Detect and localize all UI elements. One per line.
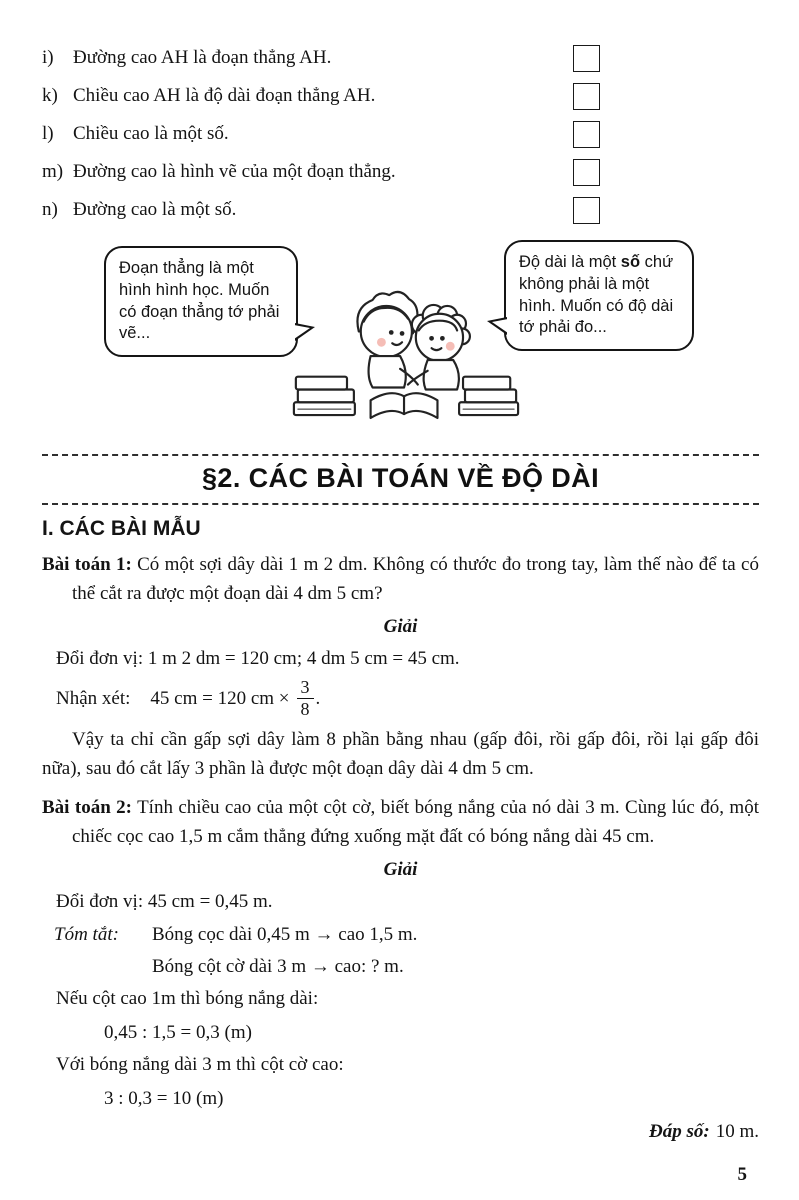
problem-1-solution-heading: Giải	[383, 615, 418, 637]
problem-2-text: Tính chiều cao của một cột cờ, biết bóng nắng của nó dài 3 m. Cùng lúc đó, một chiếc cọc cao 1,5 m cắm thẳng đứng xuống mặt đất có bóng nắng dài 45 cm.	[72, 796, 759, 848]
problem-2-statement	[42, 793, 759, 852]
fraction-denominator: 8	[300, 699, 310, 720]
statement-text: Chiều cao AH là độ dài đoạn thẳng AH.	[73, 85, 376, 106]
statement-text: Đường cao AH là đoạn thẳng AH.	[73, 47, 332, 68]
statement-row	[42, 82, 759, 112]
girl-figure	[408, 305, 470, 390]
dialogue-scene	[42, 240, 759, 448]
statement-text: Chiều cao là một số.	[73, 123, 229, 144]
book-stack-left	[294, 377, 355, 415]
problem-2-summary-line-2: Bóng cột cờ dài 3 m → cao: ? m.	[152, 955, 404, 977]
problem-2-answer	[42, 1117, 759, 1146]
problem-1-remark	[42, 678, 759, 720]
statement-label: i)	[42, 47, 54, 68]
answer-checkbox[interactable]	[573, 121, 600, 148]
problem-2-step-2: Với bóng nắng dài 3 m thì cột cờ cao:	[56, 1054, 344, 1076]
statement-label: n)	[42, 199, 58, 220]
statement-row	[42, 120, 759, 150]
statement-row	[42, 158, 759, 188]
problem-2-unit-conversion: Đổi đơn vị: 45 cm = 0,45 m.	[56, 891, 273, 913]
page-number: 5	[737, 1164, 747, 1185]
statement-label: l)	[42, 123, 54, 144]
remark-period: .	[315, 687, 321, 709]
problem-1-statement	[42, 550, 759, 609]
speech-bubble-left	[104, 246, 298, 357]
summary-label: Tóm tắt:	[54, 923, 119, 945]
remark-expression: 45 cm = 120 cm ×	[150, 687, 290, 709]
statement-row	[42, 196, 759, 226]
statement-text: Đường cao là hình vẽ của một đoạn thẳng.	[73, 161, 396, 182]
problem-1-text: Có một sợi dây dài 1 m 2 dm. Không có thước đo trong tay, làm thế nào để ta có thể cắt ra được một đoạn dài 4 dm 5 cm?	[72, 554, 759, 605]
problem-2-summary-line-1	[42, 920, 759, 949]
problem-1-conclusion: Vậy ta chỉ cần gấp sợi dây làm 8 phần bằng nhau (gấp đôi, rồi gấp đôi, rồi lại gấp đôi nữa), sau đó cắt lấy 3 phần là được một đoạn dây dài 4 dm 5 cm.	[42, 728, 759, 780]
speech-bubble-right-text: Độ dài là một số chứ không phải là một hình. Muốn có độ dài tớ phải đo...	[519, 253, 674, 337]
children-reading-illustration	[288, 280, 524, 438]
section-heading: §2. CÁC BÀI TOÁN VỀ ĐỘ DÀI	[42, 454, 759, 505]
answer-value: 10 m.	[715, 1121, 759, 1143]
problem-2-label: Bài toán 2:	[42, 796, 132, 818]
boy-figure	[357, 292, 417, 388]
open-book	[371, 393, 438, 418]
problem-2-step-1: Nếu cột cao 1m thì bóng nắng dài:	[56, 988, 319, 1010]
statement-text: Đường cao là một số.	[73, 199, 237, 220]
book-stack-right	[459, 377, 518, 415]
problem-2-calculation-2: 3 : 0,3 = 10 (m)	[104, 1087, 224, 1109]
fraction	[297, 678, 314, 719]
answer-label: Đáp số:	[649, 1121, 710, 1143]
answer-checkbox[interactable]	[573, 159, 600, 186]
problem-1-unit-conversion: Đổi đơn vị: 1 m 2 dm = 120 cm; 4 dm 5 cm = 45 cm.	[56, 648, 460, 670]
problem-2-solution-heading: Giải	[383, 858, 418, 880]
summary-text-1: Bóng cọc dài 0,45 m → cao 1,5 m.	[152, 923, 418, 945]
subsection-heading: I. CÁC BÀI MẪU	[42, 517, 201, 540]
remark-label: Nhận xét:	[56, 687, 131, 709]
answer-checkbox[interactable]	[573, 83, 600, 110]
statement-list	[42, 44, 759, 226]
answer-checkbox[interactable]	[573, 197, 600, 224]
statement-label: k)	[42, 85, 58, 106]
problem-2-calculation-1: 0,45 : 1,5 = 0,3 (m)	[104, 1021, 252, 1043]
speech-bubble-right	[504, 240, 694, 351]
speech-bubble-left-text: Đoạn thẳng là một hình hình học. Muốn có đoạn thẳng tớ phải vẽ...	[119, 259, 280, 343]
problem-1-label: Bài toán 1:	[42, 554, 132, 575]
answer-checkbox[interactable]	[573, 45, 600, 72]
fraction-numerator: 3	[297, 678, 314, 699]
statement-row	[42, 44, 759, 74]
statement-label: m)	[42, 161, 64, 182]
